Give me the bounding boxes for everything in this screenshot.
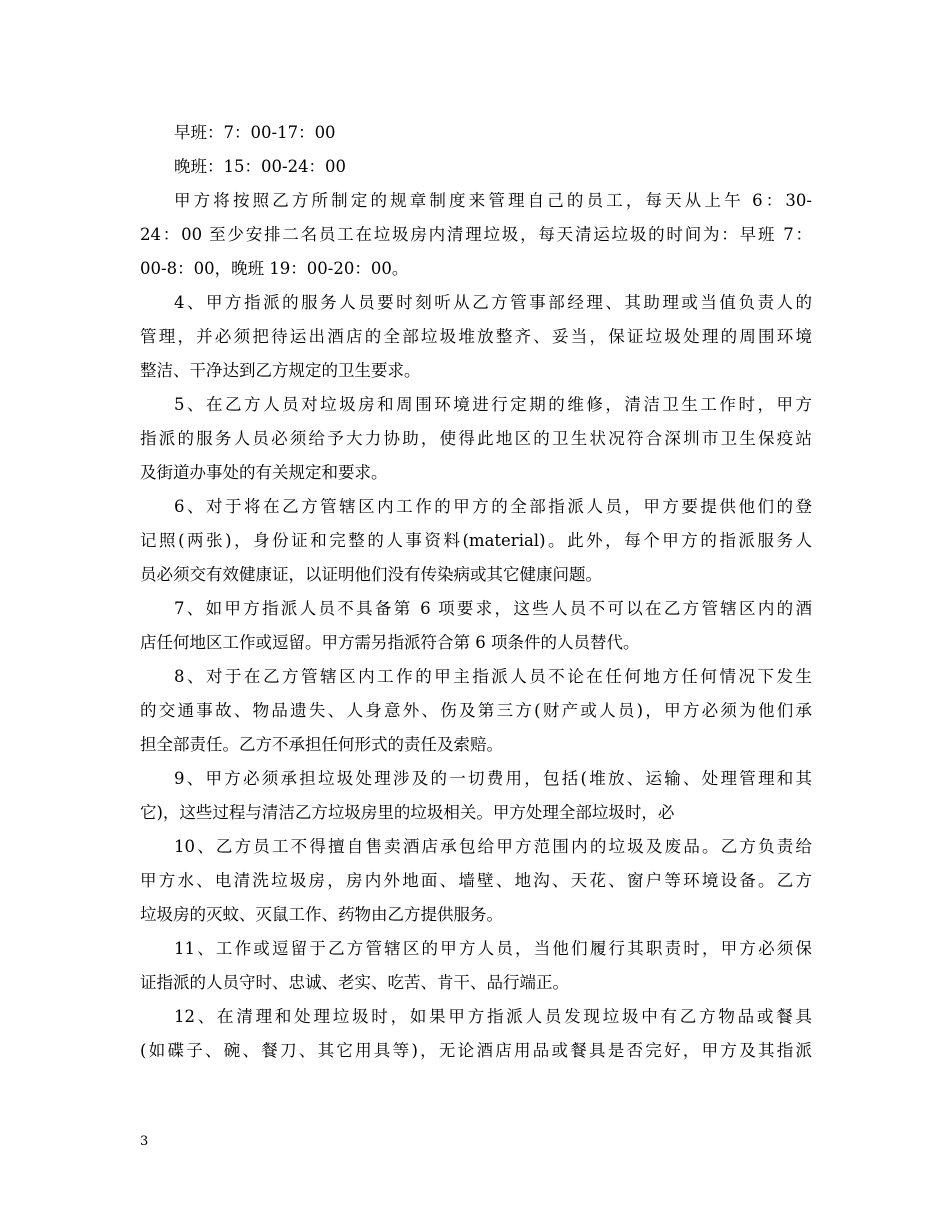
text-line: 它)，这些过程与清洁乙方垃圾房里的垃圾相关。甲方处理全部垃圾时，必 [140, 803, 675, 822]
text-line: 甲方将按照乙方所制定的规章制度来管理自己的员工，每天从上午 6：30- [174, 191, 812, 210]
text-line: 指派的服务人员必须给予大力协助，使得此地区的卫生状况符合深圳市卫生保疫站 [140, 429, 812, 448]
text-line: 24：00 至少安排二名员工在垃圾房内清理垃圾，每天清运垃圾的时间为：早班 7： [140, 225, 812, 244]
text-line: 00-8：00，晚班 19：00-20：00。 [140, 259, 409, 278]
text-line: (如碟子、碗、餐刀、其它用具等)，无论酒店用品或餐具是否完好，甲方及其指派 [140, 1041, 812, 1060]
page-number: 3 [140, 1134, 149, 1149]
text-line: 记照(两张)，身份证和完整的人事资料(material)。此外，每个甲方的指派服务人 [140, 531, 812, 550]
text-line: 管理，并必须把待运出酒店的全部垃圾堆放整齐、妥当，保证垃圾处理的周围环境 [140, 327, 812, 346]
text-line: 5、在乙方人员对垃圾房和周围环境进行定期的维修，清洁卫生工作时，甲方 [174, 395, 812, 414]
text-line: 及街道办事处的有关规定和要求。 [140, 463, 388, 482]
text-line: 4、甲方指派的服务人员要时刻听从乙方管事部经理、其助理或当值负责人的 [174, 293, 812, 312]
text-line: 12、在清理和处理垃圾时，如果甲方指派人员发现垃圾中有乙方物品或餐具 [174, 1007, 812, 1026]
text-line: 8、对于在乙方管辖区内工作的甲主指派人员不论在任何地方任何情况下发生 [174, 667, 812, 686]
text-line: 6、对于将在乙方管辖区内工作的甲方的全部指派人员，甲方要提供他们的登 [174, 497, 812, 516]
text-line: 晚班：15：00-24：00 [174, 157, 347, 176]
text-line: 整洁、干净达到乙方规定的卫生要求。 [140, 361, 421, 380]
text-line: 9、甲方必须承担垃圾处理涉及的一切费用，包括(堆放、运输、处理管理和其 [174, 769, 812, 788]
text-line: 垃圾房的灭蚊、灭鼠工作、药物由乙方提供服务。 [140, 905, 503, 924]
text-line: 证指派的人员守时、忠诚、老实、吃苦、肯干、品行端正。 [140, 973, 569, 992]
text-line: 担全部责任。乙方不承担任何形式的责任及索赔。 [140, 735, 503, 754]
text-line: 甲方水、电清洗垃圾房，房内外地面、墙壁、地沟、天花、窗户等环境设备。乙方 [140, 871, 812, 890]
text-line: 的交通事故、物品遗失、人身意外、伤及第三方(财产或人员)，甲方必须为他们承 [140, 701, 812, 720]
text-line: 7、如甲方指派人员不具备第 6 项要求，这些人员不可以在乙方管辖区内的酒 [174, 599, 812, 618]
text-line: 员必须交有效健康证，以证明他们没有传染病或其它健康问题。 [140, 565, 602, 584]
text-line: 11、工作或逗留于乙方管辖区的甲方人员，当他们履行其职责时，甲方必须保 [174, 939, 812, 958]
text-line: 早班：7：00-17：00 [174, 123, 336, 142]
text-line: 店任何地区工作或逗留。甲方需另指派符合第 6 项条件的人员替代。 [140, 633, 640, 652]
text-line: 10、乙方员工不得擅自售卖酒店承包给甲方范围内的垃圾及废品。乙方负责给 [174, 837, 812, 856]
